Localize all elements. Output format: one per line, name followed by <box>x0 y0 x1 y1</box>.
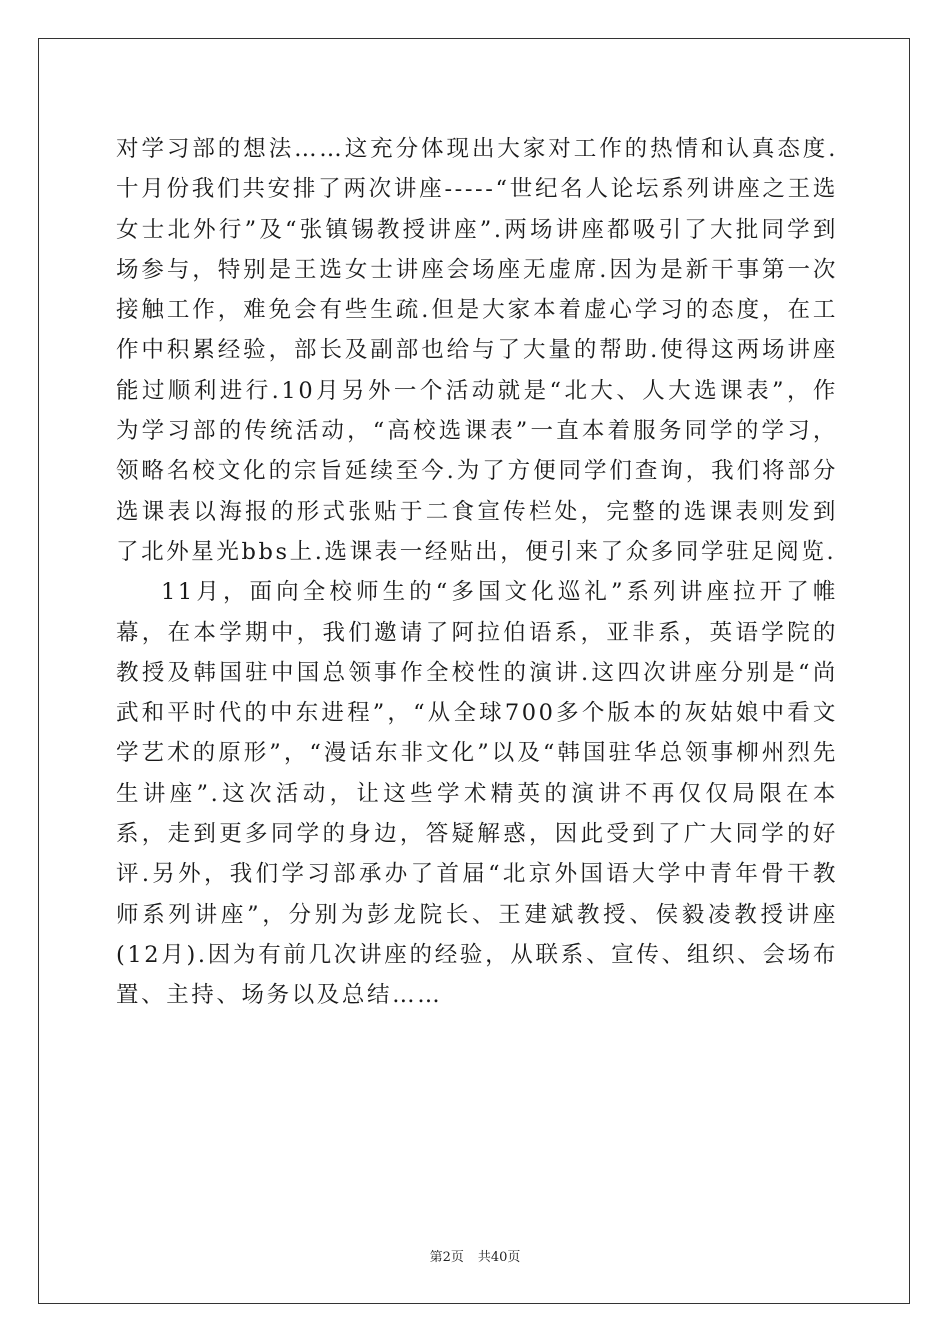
page-total: 共40页 <box>477 1250 521 1265</box>
paragraph-2: 11月，面向全校师生的“多国文化巡礼”系列讲座拉开了帷幕，在本学期中，我们邀请了阿拉伯语系，亚非系，英语学院的教授及韩国驻中国总领事作全校性的演讲.这四次讲座分别是“尚武和平时代的中东进程”，“从全球700多个版本的灰姑娘中看文学艺术的原形”，“漫话东非文化”以及“韩国驻华总领事柳州烈先生讲座”.这次活动，让这些学术精英的演讲不再仅仅局限在本系，走到更多同学的身边，答疑解惑，因此受到了广大同学的好评.另外，我们学习部承办了首届“北京外国语大学中青年骨干教师系列讲座”，分别为彭龙院长、王建斌教授、侯毅凌教授讲座(12月).因为有前几次讲座的经验，从联系、宣传、组织、会场布置、主持、场务以及总结…… <box>116 579 838 1009</box>
document-body <box>116 129 838 1016</box>
page-number: 第2页 <box>429 1250 464 1265</box>
page-footer <box>0 1246 950 1265</box>
paragraph-1: 对学习部的想法……这充分体现出大家对工作的热情和认真态度.十月份我们共安排了两次讲座-----“世纪名人论坛系列讲座之王选女士北外行”及“张镇锡教授讲座”.两场讲座都吸引了大批同学到场参与，特别是王选女士讲座会场座无虚席.因为是新干事第一次接触工作，难免会有些生疏.但是大家本着虚心学习的态度，在工作中积累经验，部长及副部也给与了大量的帮助.使得这两场讲座能过顺利进行.10月另外一个活动就是“北大、人大选课表”，作为学习部的传统活动，“高校选课表”一直本着服务同学的学习，领略名校文化的宗旨延续至今.为了方便同学们查询，我们将部分选课表以海报的形式张贴于二食宣传栏处，完整的选课表则发到了北外星光bbs上.选课表一经贴出，便引来了众多同学驻足阅览. <box>116 136 838 565</box>
